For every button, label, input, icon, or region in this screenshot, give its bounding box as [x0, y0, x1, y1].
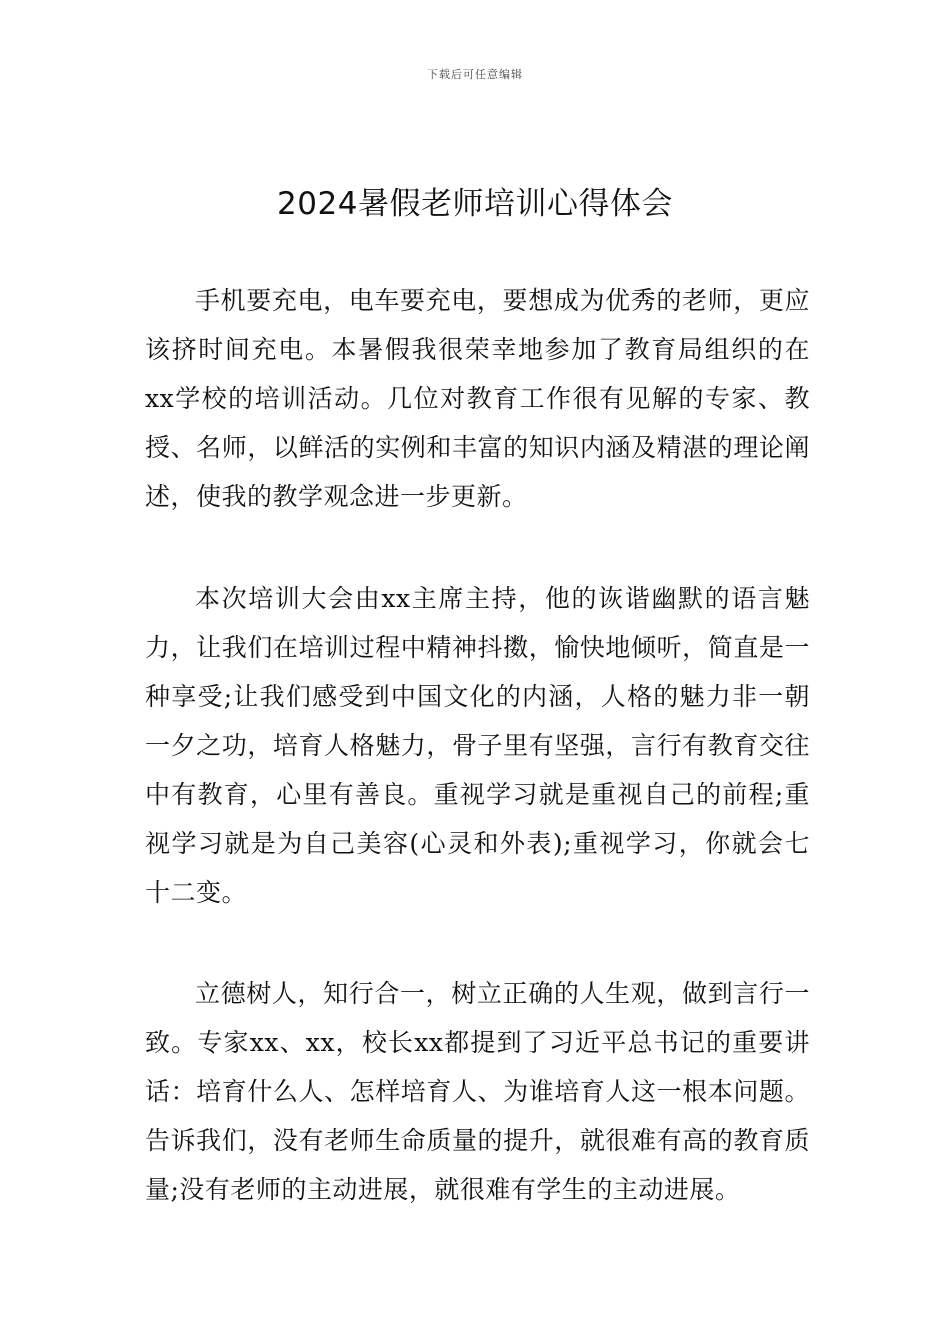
- paragraph-3: [145, 969, 810, 1214]
- paragraph-2: [145, 574, 810, 917]
- paragraph-1: [145, 276, 810, 521]
- paragraph-text: 本次培训大会由xx主席主持，他的诙谐幽默的语言魅力，让我们在培训过程中精神抖擞，愉快地倾听，简直是一种享受;让我们感受到中国文化的内涵，人格的魅力非一朝一夕之功，培育人格魅力，骨子里有坚强，言行有教育交往中有教育，心里有善良。重视学习就是重视自己的前程;重视学习就是为自己美容(心灵和外表);重视学习，你就会七十二变。: [145, 584, 810, 907]
- document-title: 2024暑假老师培训心得体会: [277, 186, 673, 222]
- paragraph-text: 立德树人，知行合一，树立正确的人生观，做到言行一致。专家xx、xx，校长xx都提到了习近平总书记的重要讲话：培育什么人、怎样培育人、为谁培育人这一根本问题。告诉我们，没有老师生命质量的提升，就很难有高的教育质量;没有老师的主动进展，就很难有学生的主动进展。: [145, 979, 810, 1204]
- header-note: 下载后可任意编辑: [427, 68, 523, 81]
- paragraph-text: 手机要充电，电车要充电，要想成为优秀的老师，更应该挤时间充电。本暑假我很荣幸地参加了教育局组织的在xx学校的培训活动。几位对教育工作很有见解的专家、教授、名师，以鲜活的实例和丰富的知识内涵及精湛的理论阐述，使我的教学观念进一步更新。: [145, 286, 810, 511]
